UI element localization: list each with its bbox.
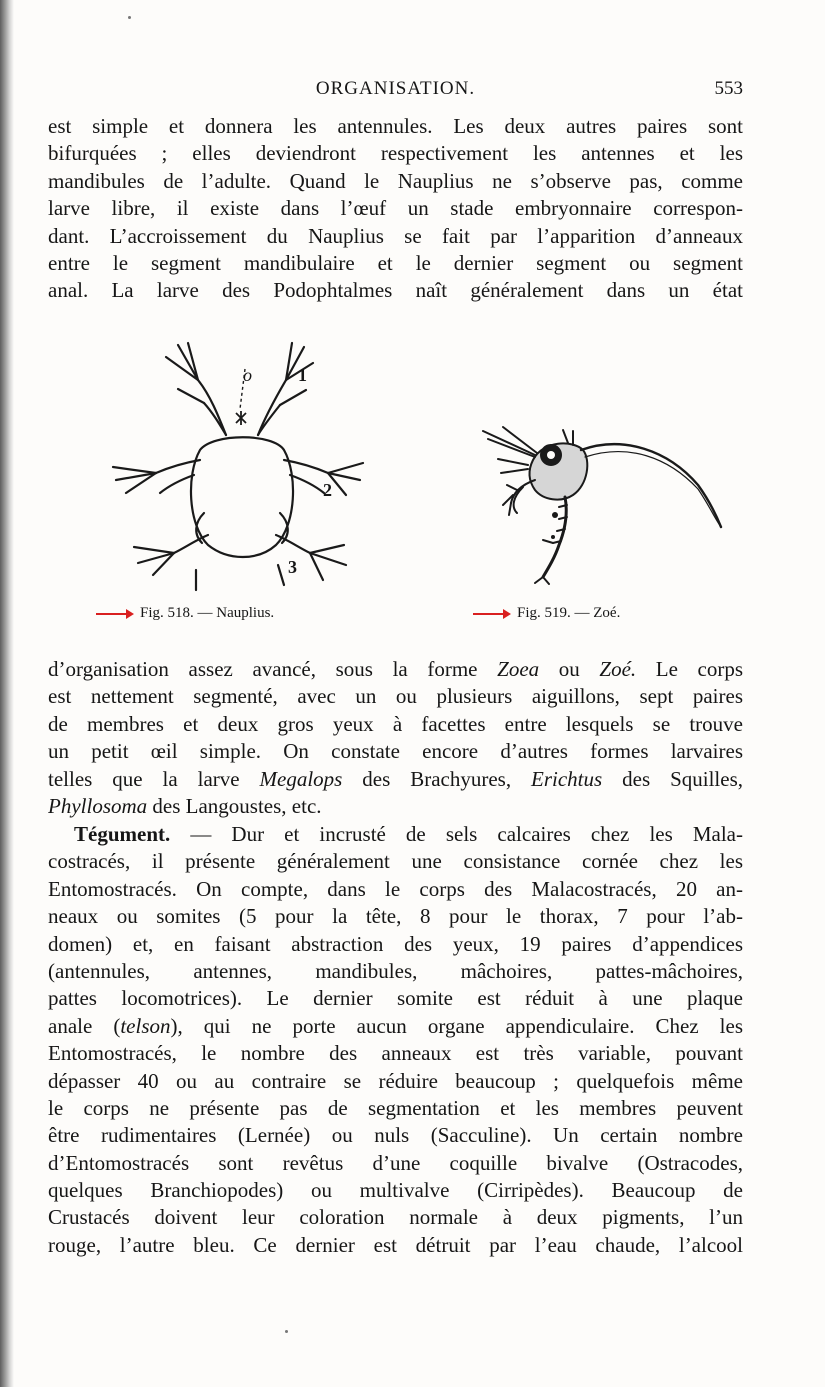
- text-run: ), qui ne porte aucun organe appendiculaire. Chez les: [170, 1013, 743, 1038]
- italic-term: telson: [120, 1013, 171, 1038]
- text-line: pattes locomotrices). Le dernier somite est réduit à une plaque: [48, 986, 743, 1011]
- text-line: Crustacés doivent leur coloration normale à deux pigments, l’un: [48, 1205, 743, 1230]
- text-line: [48, 793, 743, 820]
- text-line: être rudimentaires (Lernée) ou nuls (Sacculine). Un certain nombre: [48, 1123, 743, 1148]
- caption-text: Fig. 519. — Zoé.: [517, 605, 621, 621]
- red-arrow-icon: [96, 613, 132, 615]
- label-3: 3: [288, 557, 297, 577]
- text-line: mandibules de l’adulte. Quand le Nauplius ne s’observe pas, comme: [48, 168, 743, 193]
- text-line: de membres et deux gros yeux à facettes entre lesquels se trouve: [48, 711, 743, 736]
- page-header: [48, 76, 743, 106]
- text-line: [48, 656, 743, 683]
- page-number: 553: [714, 78, 743, 99]
- section-heading: Tégument.: [74, 822, 171, 846]
- text-run: des Brachyures,: [342, 766, 532, 791]
- italic-term: Phyllosoma: [48, 793, 148, 818]
- text-line: [48, 1013, 743, 1040]
- italic-term: Erichtus: [531, 766, 603, 791]
- text-line: dépasser 40 ou au contraire se réduire beaucoup ; quelquefois même: [48, 1068, 743, 1093]
- text-line: rouge, l’autre bleu. Ce dernier est détruit par l’eau chaude, l’alcool: [48, 1232, 743, 1257]
- italic-term: Zoé.: [599, 657, 637, 681]
- text-run: des Langoustes, etc.: [147, 793, 322, 818]
- text-run: Le corps: [636, 657, 743, 681]
- text-run: — Dur et incrusté de sels calcaires chez les Mala-: [170, 822, 743, 846]
- paragraph-top: [48, 113, 743, 305]
- text-run: d’organisation assez avancé, sous la forme: [48, 657, 498, 681]
- text-line: un petit œil simple. On constate encore d’autres formes larvaires: [48, 739, 743, 764]
- text-line: est nettement segmenté, avec un ou plusieurs aiguillons, sept paires: [48, 684, 743, 709]
- zoea-illustration: [473, 425, 733, 585]
- text-line: bifurquées ; elles deviendront respectivement les antennes et les: [48, 141, 743, 166]
- text-line: dant. L’accroissement du Nauplius se fait par l’apparition d’anneaux: [48, 223, 743, 248]
- label-1: 1: [298, 365, 307, 385]
- figures-area: [48, 335, 743, 635]
- text-line: Entomostracés, le nombre des anneaux est très variable, pouvant: [48, 1041, 743, 1066]
- paragraph-tegument: [48, 821, 743, 1259]
- paragraph-middle: [48, 656, 743, 820]
- text-run: ou: [539, 657, 600, 681]
- text-run: telles que la larve: [48, 766, 260, 791]
- text-line: [48, 766, 743, 793]
- text-line: [48, 821, 743, 848]
- red-arrow-icon: [473, 613, 509, 615]
- label-o: o: [243, 365, 252, 385]
- text-run: anale (: [48, 1013, 121, 1038]
- text-line: est simple et donnera les antennules. Les deux autres paires sont: [48, 114, 743, 138]
- text-line: neaux ou somites (5 pour la tête, 8 pour le thorax, 7 pour l’ab-: [48, 904, 743, 929]
- text-line: larve libre, il existe dans l’œuf un stade embryonnaire correspon-: [48, 196, 743, 221]
- text-line: (antennules, antennes, mandibules, mâchoires, pattes-mâchoires,: [48, 958, 743, 983]
- text-line: costracés, il présente généralement une consistance cornée chez les: [48, 849, 743, 874]
- italic-term: Megalops: [259, 766, 343, 791]
- speck: [128, 16, 131, 19]
- caption-text: Fig. 518. — Nauplius.: [140, 605, 275, 621]
- page-binding-edge: [0, 0, 14, 1387]
- caption-fig-519: [473, 605, 620, 622]
- text-line: domen) et, en faisant abstraction des yeux, 19 paires d’appendices: [48, 931, 743, 956]
- running-title: ORGANISATION.: [315, 78, 476, 99]
- caption-fig-518: [96, 605, 274, 622]
- text-line: anal. La larve des Podophtalmes naît généralement dans un état: [48, 278, 743, 303]
- speck: [285, 1330, 288, 1333]
- label-2: 2: [323, 480, 332, 500]
- italic-term: Zoea: [497, 657, 540, 681]
- nauplius-illustration: [108, 335, 368, 593]
- text-line: Entomostracés. On compte, dans le corps des Malacostracés, 20 an-: [48, 876, 743, 901]
- text-line: d’Entomostracés sont revêtus d’une coquille bivalve (Ostracodes,: [48, 1150, 743, 1175]
- text-line: entre le segment mandibulaire et le dernier segment ou segment: [48, 250, 743, 275]
- text-line: le corps ne présente pas de segmentation et les membres peuvent: [48, 1095, 743, 1120]
- text-run: des Squilles,: [602, 766, 743, 791]
- text-line: quelques Branchiopodes) ou multivalve (Cirripèdes). Beaucoup de: [48, 1178, 743, 1203]
